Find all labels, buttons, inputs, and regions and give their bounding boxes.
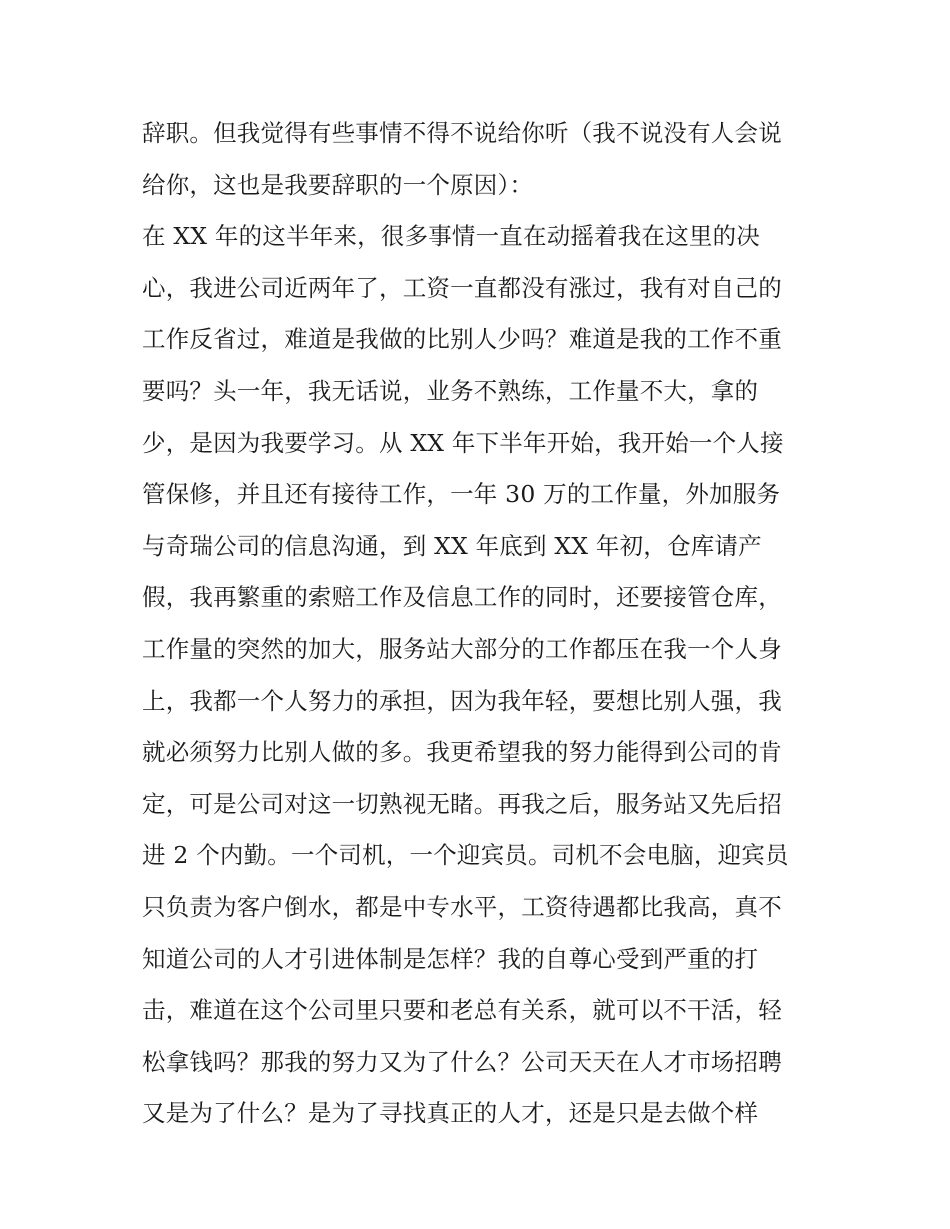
text-line: 辞职。但我觉得有些事情不得不说给你听（我不说没有人会说: [142, 119, 782, 147]
text-line: 工作反省过，难道是我做的比别人少吗？难道是我的工作不重: [142, 325, 782, 354]
text-line: 与奇瑞公司的信息沟通，到 XX 年底到 XX 年初，仓库请产: [142, 531, 762, 560]
text-line: 又是为了什么？是为了寻找真正的人才，还是只是去做个样: [142, 1099, 759, 1128]
text-line: 少，是因为我要学习。从 XX 年下半年开始，我开始一个人接: [142, 428, 784, 457]
text-line: 知道公司的人才引进体制是怎样？我的自尊心受到严重的打: [142, 944, 759, 973]
text-line: 要吗？头一年，我无话说，业务不熟练，工作量不大，拿的: [142, 376, 759, 405]
text-line: 上，我都一个人努力的承担，因为我年轻，要想比别人强，我: [142, 686, 782, 715]
body-text: [142, 108, 822, 1140]
text-line: 进 2 个内勤。一个司机，一个迎宾员。司机不会电脑，迎宾员: [142, 841, 789, 870]
text-line: 击，难道在这个公司里只要和老总有关系，就可以不干活，轻: [142, 996, 782, 1025]
text-line: 松拿钱吗？那我的努力又为了什么？公司天天在人才市场招聘: [142, 1047, 782, 1076]
text-line: 定，可是公司对这一切熟视无睹。再我之后，服务站又先后招: [142, 789, 782, 818]
text-line: 假，我再繁重的索赔工作及信息工作的同时，还要接管仓库，: [142, 583, 782, 612]
text-line: 在 XX 年的这半年来，很多事情一直在动摇着我在这里的决: [142, 222, 760, 251]
text-line: 管保修，并且还有接待工作，一年 30 万的工作量，外加服务: [142, 480, 781, 509]
text-line: 工作量的突然的加大，服务站大部分的工作都压在我一个人身: [142, 634, 782, 663]
text-line: 给你，这也是我要辞职的一个原因）：: [142, 170, 534, 199]
text-line: 就必须努力比别人做的多。我更希望我的努力能得到公司的肯: [142, 738, 782, 767]
text-line: 只负责为客户倒水，都是中专水平，工资待遇都比我高，真不: [142, 892, 782, 921]
text-line: 心，我进公司近两年了，工资一直都没有涨过，我有对自己的: [142, 273, 782, 302]
